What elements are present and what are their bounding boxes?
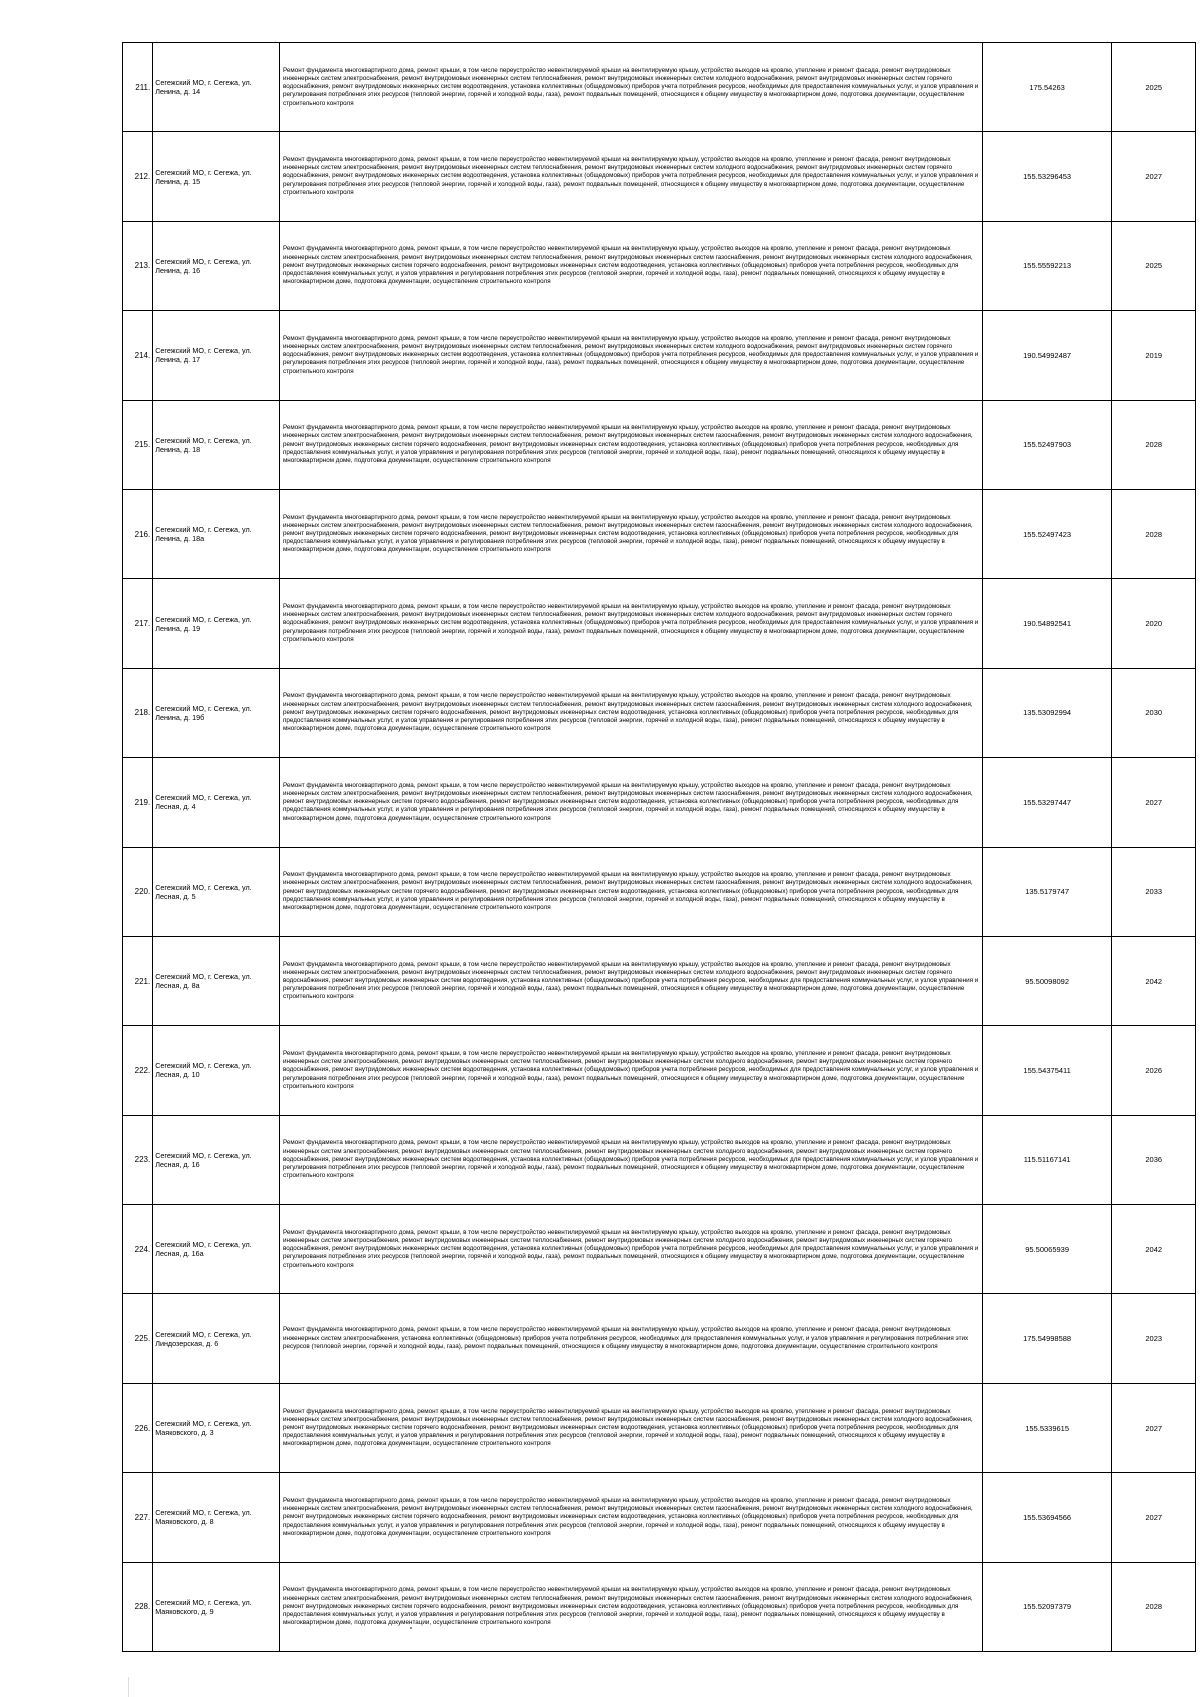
row-number: 218.	[123, 668, 153, 757]
works-list-cell: Ремонт фундамента многоквартирного дома, ремонт крыши, в том числе переустройство невентилируемой крыши на вентилируемую крышу, устройство выходов на кровлю, утепление и ремонт фасада, ремонт внутридомовых инженерных систем электроснабжения, ремонт внутридомовых инженерных систем теплоснабжения, ремонт внутридомовых инженерных систем газоснабжения, ремонт внутридомовых инженерных систем холодного водоснабжения, ремонт внутридомовых инженерных систем горячего водоснабжения, ремонт внутридомовых инженерных систем водоотведения, установка коллективных (общедомовых) приборов учета потребления ресурсов, необходимых для предоставления коммунальных услуг, и узлов управления и регулирования потребления этих ресурсов (тепловой энергии, горячей и холодной воды, газа), ремонт подвальных помещений, относящихся к общему имуществу в многоквартирном доме, подготовка документации, осуществление строительного контроля	[279, 1473, 982, 1562]
works-list-cell: Ремонт фундамента многоквартирного дома, ремонт крыши, в том числе переустройство невентилируемой крыши на вентилируемую крышу, устройство выходов на кровлю, утепление и ремонт фасада, ремонт внутридомовых инженерных систем электроснабжения, ремонт внутридомовых инженерных систем теплоснабжения, ремонт внутридомовых инженерных систем холодного водоснабжения, ремонт внутридомовых инженерных систем горячего водоснабжения, ремонт внутридомовых инженерных систем водоотведения, установка коллективных (общедомовых) приборов учета потребления ресурсов, необходимых для предоставления коммунальных услуг, и узлов управления и регулирования потребления этих ресурсов (тепловой энергии, горячей и холодной воды, газа), ремонт подвальных помещений, относящихся к общему имуществу в многоквартирном доме, подготовка документации, осуществление строительного контроля	[279, 43, 982, 132]
cost-cell: 175.54263	[982, 43, 1112, 132]
works-list-cell: Ремонт фундамента многоквартирного дома, ремонт крыши, в том числе переустройство невентилируемой крыши на вентилируемую крышу, устройство выходов на кровлю, утепление и ремонт фасада, ремонт внутридомовых инженерных систем электроснабжения, ремонт внутридомовых инженерных систем теплоснабжения, ремонт внутридомовых инженерных систем газоснабжения, ремонт внутридомовых инженерных систем холодного водоснабжения, ремонт внутридомовых инженерных систем горячего водоснабжения, ремонт внутридомовых инженерных систем водоотведения, установка коллективных (общедомовых) приборов учета потребления ресурсов, необходимых для предоставления коммунальных услуг, и узлов управления и регулирования потребления этих ресурсов (тепловой энергии, горячей и холодной воды, газа), ремонт подвальных помещений, относящихся к общему имуществу в многоквартирном доме, подготовка документации, осуществление строительного контроля	[279, 400, 982, 489]
cost-cell: 190.54992487	[982, 311, 1112, 400]
row-number: 212.	[123, 132, 153, 221]
planned-year-cell: 2028	[1112, 400, 1196, 489]
planned-year-cell: 2033	[1112, 847, 1196, 936]
cost-cell: 155.54375411	[982, 1026, 1112, 1115]
planned-year-cell: 2019	[1112, 311, 1196, 400]
row-number: 227.	[123, 1473, 153, 1562]
row-number: 220.	[123, 847, 153, 936]
works-list-cell: Ремонт фундамента многоквартирного дома, ремонт крыши, в том числе переустройство невентилируемой крыши на вентилируемую крышу, устройство выходов на кровлю, утепление и ремонт фасада, ремонт внутридомовых инженерных систем электроснабжения, ремонт внутридомовых инженерных систем теплоснабжения, ремонт внутридомовых инженерных систем холодного водоснабжения, ремонт внутридомовых инженерных систем горячего водоснабжения, ремонт внутридомовых инженерных систем водоотведения, установка коллективных (общедомовых) приборов учета потребления ресурсов, необходимых для предоставления коммунальных услуг, и узлов управления и регулирования потребления этих ресурсов (тепловой энергии, горячей и холодной воды, газа), ремонт подвальных помещений, относящихся к общему имуществу в многоквартирном доме, подготовка документации, осуществление строительного контроля	[279, 1026, 982, 1115]
address-cell: Сегежский МО, г. Сегежа, ул. Лесная, д. 16а	[153, 1205, 280, 1294]
table-row	[123, 132, 1196, 221]
planned-year-cell: 2036	[1112, 1115, 1196, 1204]
planned-year-cell: 2027	[1112, 1473, 1196, 1562]
planned-year-cell: 2020	[1112, 579, 1196, 668]
planned-year-cell: 2026	[1112, 1026, 1196, 1115]
cost-cell: 95.50065939	[982, 1205, 1112, 1294]
planned-year-cell: 2028	[1112, 489, 1196, 578]
works-list-cell: Ремонт фундамента многоквартирного дома, ремонт крыши, в том числе переустройство невентилируемой крыши на вентилируемую крышу, устройство выходов на кровлю, утепление и ремонт фасада, ремонт внутридомовых инженерных систем электроснабжения, ремонт внутридомовых инженерных систем теплоснабжения, ремонт внутридомовых инженерных систем холодного водоснабжения, ремонт внутридомовых инженерных систем горячего водоснабжения, ремонт внутридомовых инженерных систем водоотведения, установка коллективных (общедомовых) приборов учета потребления ресурсов, необходимых для предоставления коммунальных услуг, и узлов управления и регулирования потребления этих ресурсов (тепловой энергии, горячей и холодной воды, газа), ремонт подвальных помещений, относящихся к общему имуществу в многоквартирном доме, подготовка документации, осуществление строительного контроля	[279, 311, 982, 400]
table-row	[123, 1473, 1196, 1562]
planned-year-cell: 2042	[1112, 1205, 1196, 1294]
cost-cell: 155.5339615	[982, 1383, 1112, 1472]
planned-year-cell: 2027	[1112, 758, 1196, 847]
row-number: 214.	[123, 311, 153, 400]
address-cell: Сегежский МО, г. Сегежа, ул. Лесная, д. 8а	[153, 936, 280, 1025]
address-cell: Сегежский МО, г. Сегежа, ул. Маяковского, д. 9	[153, 1562, 280, 1651]
cost-cell: 155.53694566	[982, 1473, 1112, 1562]
row-number: 216.	[123, 489, 153, 578]
address-cell: Сегежский МО, г. Сегежа, ул. Ленина, д. 19	[153, 579, 280, 668]
cost-cell: 135.53092994	[982, 668, 1112, 757]
works-list-cell: Ремонт фундамента многоквартирного дома, ремонт крыши, в том числе переустройство невентилируемой крыши на вентилируемую крышу, устройство выходов на кровлю, утепление и ремонт фасада, ремонт внутридомовых инженерных систем электроснабжения, ремонт внутридомовых инженерных систем теплоснабжения, ремонт внутридомовых инженерных систем холодного водоснабжения, ремонт внутридомовых инженерных систем горячего водоснабжения, ремонт внутридомовых инженерных систем водоотведения, установка коллективных (общедомовых) приборов учета потребления ресурсов, необходимых для предоставления коммунальных услуг, и узлов управления и регулирования потребления этих ресурсов (тепловой энергии, горячей и холодной воды, газа), ремонт подвальных помещений, относящихся к общему имуществу в многоквартирном доме, подготовка документации, осуществление строительного контроля	[279, 936, 982, 1025]
cost-cell: 115.51167141	[982, 1115, 1112, 1204]
cost-cell: 95.50098092	[982, 936, 1112, 1025]
address-cell: Сегежский МО, г. Сегежа, ул. Лесная, д. 5	[153, 847, 280, 936]
cost-cell: 155.53297447	[982, 758, 1112, 847]
table-row	[123, 1294, 1196, 1383]
address-cell: Сегежский МО, г. Сегежа, ул. Лесная, д. 16	[153, 1115, 280, 1204]
row-number: 221.	[123, 936, 153, 1025]
row-number: 225.	[123, 1294, 153, 1383]
row-number: 219.	[123, 758, 153, 847]
table-row	[123, 1115, 1196, 1204]
works-list-cell: Ремонт фундамента многоквартирного дома, ремонт крыши, в том числе переустройство невентилируемой крыши на вентилируемую крышу, устройство выходов на кровлю, утепление и ремонт фасада, ремонт внутридомовых инженерных систем электроснабжения, ремонт внутридомовых инженерных систем теплоснабжения, ремонт внутридомовых инженерных систем газоснабжения, ремонт внутридомовых инженерных систем холодного водоснабжения, ремонт внутридомовых инженерных систем горячего водоснабжения, ремонт внутридомовых инженерных систем водоотведения, установка коллективных (общедомовых) приборов учета потребления ресурсов, необходимых для предоставления коммунальных услуг, и узлов управления и регулирования потребления этих ресурсов (тепловой энергии, горячей и холодной воды, газа), ремонт подвальных помещений, относящихся к общему имуществу в многоквартирном доме, подготовка документации, осуществление строительного контроля	[279, 1562, 982, 1651]
row-number: 223.	[123, 1115, 153, 1204]
cost-cell: 155.52497423	[982, 489, 1112, 578]
cost-cell: 190.54892541	[982, 579, 1112, 668]
works-list-cell: Ремонт фундамента многоквартирного дома, ремонт крыши, в том числе переустройство невентилируемой крыши на вентилируемую крышу, устройство выходов на кровлю, утепление и ремонт фасада, ремонт внутридомовых инженерных систем электроснабжения, ремонт внутридомовых инженерных систем теплоснабжения, ремонт внутридомовых инженерных систем газоснабжения, ремонт внутридомовых инженерных систем холодного водоснабжения, ремонт внутридомовых инженерных систем горячего водоснабжения, ремонт внутридомовых инженерных систем водоотведения, установка коллективных (общедомовых) приборов учета потребления ресурсов, необходимых для предоставления коммунальных услуг, и узлов управления и регулирования потребления этих ресурсов (тепловой энергии, горячей и холодной воды, газа), ремонт подвальных помещений, относящихся к общему имуществу в многоквартирном доме, подготовка документации, осуществление строительного контроля	[279, 489, 982, 578]
row-number: 228.	[123, 1562, 153, 1651]
planned-year-cell: 2030	[1112, 668, 1196, 757]
address-cell: Сегежский МО, г. Сегежа, ул. Ленина, д. 14	[153, 43, 280, 132]
planned-year-cell: 2023	[1112, 1294, 1196, 1383]
works-list-cell: Ремонт фундамента многоквартирного дома, ремонт крыши, в том числе переустройство невентилируемой крыши на вентилируемую крышу, устройство выходов на кровлю, утепление и ремонт фасада, ремонт внутридомовых инженерных систем электроснабжения, ремонт внутридомовых инженерных систем теплоснабжения, ремонт внутридомовых инженерных систем газоснабжения, ремонт внутридомовых инженерных систем холодного водоснабжения, ремонт внутридомовых инженерных систем горячего водоснабжения, ремонт внутридомовых инженерных систем водоотведения, установка коллективных (общедомовых) приборов учета потребления ресурсов, необходимых для предоставления коммунальных услуг, и узлов управления и регулирования потребления этих ресурсов (тепловой энергии, горячей и холодной воды, газа), ремонт подвальных помещений, относящихся к общему имуществу в многоквартирном доме, подготовка документации, осуществление строительного контроля	[279, 1383, 982, 1472]
table-row	[123, 847, 1196, 936]
works-list-cell: Ремонт фундамента многоквартирного дома, ремонт крыши, в том числе переустройство невентилируемой крыши на вентилируемую крышу, устройство выходов на кровлю, утепление и ремонт фасада, ремонт внутридомовых инженерных систем электроснабжения, ремонт внутридомовых инженерных систем теплоснабжения, ремонт внутридомовых инженерных систем газоснабжения, ремонт внутридомовых инженерных систем холодного водоснабжения, ремонт внутридомовых инженерных систем горячего водоснабжения, ремонт внутридомовых инженерных систем водоотведения, установка коллективных (общедомовых) приборов учета потребления ресурсов, необходимых для предоставления коммунальных услуг, и узлов управления и регулирования потребления этих ресурсов (тепловой энергии, горячей и холодной воды, газа), ремонт подвальных помещений, относящихся к общему имуществу в многоквартирном доме, подготовка документации, осуществление строительного контроля	[279, 847, 982, 936]
works-list-cell: Ремонт фундамента многоквартирного дома, ремонт крыши, в том числе переустройство невентилируемой крыши на вентилируемую крышу, устройство выходов на кровлю, утепление и ремонт фасада, ремонт внутридомовых инженерных систем электроснабжения, установка коллективных (общедомовых) приборов учета потребления ресурсов, необходимых для предоставления коммунальных услуг, и узлов управления и регулирования потребления этих ресурсов (тепловой энергии, горячей и холодной воды, газа), ремонт подвальных помещений, относящихся к общему имуществу в многоквартирном доме, подготовка документации, осуществление строительного контроля	[279, 1294, 982, 1383]
row-number: 217.	[123, 579, 153, 668]
planned-year-cell: 2025	[1112, 221, 1196, 310]
table-row	[123, 1562, 1196, 1651]
works-list-cell: Ремонт фундамента многоквартирного дома, ремонт крыши, в том числе переустройство невентилируемой крыши на вентилируемую крышу, устройство выходов на кровлю, утепление и ремонт фасада, ремонт внутридомовых инженерных систем электроснабжения, ремонт внутридомовых инженерных систем теплоснабжения, ремонт внутридомовых инженерных систем холодного водоснабжения, ремонт внутридомовых инженерных систем горячего водоснабжения, ремонт внутридомовых инженерных систем водоотведения, установка коллективных (общедомовых) приборов учета потребления ресурсов, необходимых для предоставления коммунальных услуг, и узлов управления и регулирования потребления этих ресурсов (тепловой энергии, горячей и холодной воды, газа), ремонт подвальных помещений, относящихся к общему имуществу в многоквартирном доме, подготовка документации, осуществление строительного контроля	[279, 1205, 982, 1294]
address-cell: Сегежский МО, г. Сегежа, ул. Маяковского, д. 3	[153, 1383, 280, 1472]
address-cell: Сегежский МО, г. Сегежа, ул. Лесная, д. 4	[153, 758, 280, 847]
table-row	[123, 1383, 1196, 1472]
works-list-cell: Ремонт фундамента многоквартирного дома, ремонт крыши, в том числе переустройство невентилируемой крыши на вентилируемую крышу, устройство выходов на кровлю, утепление и ремонт фасада, ремонт внутридомовых инженерных систем электроснабжения, ремонт внутридомовых инженерных систем теплоснабжения, ремонт внутридомовых инженерных систем холодного водоснабжения, ремонт внутридомовых инженерных систем горячего водоснабжения, ремонт внутридомовых инженерных систем водоотведения, установка коллективных (общедомовых) приборов учета потребления ресурсов, необходимых для предоставления коммунальных услуг, и узлов управления и регулирования потребления этих ресурсов (тепловой энергии, горячей и холодной воды, газа), ремонт подвальных помещений, относящихся к общему имуществу в многоквартирном доме, подготовка документации, осуществление строительного контроля	[279, 579, 982, 668]
table-body	[123, 43, 1196, 1652]
table-row	[123, 579, 1196, 668]
works-list-cell: Ремонт фундамента многоквартирного дома, ремонт крыши, в том числе переустройство невентилируемой крыши на вентилируемую крышу, устройство выходов на кровлю, утепление и ремонт фасада, ремонт внутридомовых инженерных систем электроснабжения, ремонт внутридомовых инженерных систем теплоснабжения, ремонт внутридомовых инженерных систем холодного водоснабжения, ремонт внутридомовых инженерных систем горячего водоснабжения, ремонт внутридомовых инженерных систем водоотведения, установка коллективных (общедомовых) приборов учета потребления ресурсов, необходимых для предоставления коммунальных услуг, и узлов управления и регулирования потребления этих ресурсов (тепловой энергии, горячей и холодной воды, газа), ремонт подвальных помещений, относящихся к общему имуществу в многоквартирном доме, подготовка документации, осуществление строительного контроля	[279, 132, 982, 221]
row-number: 215.	[123, 400, 153, 489]
table-row	[123, 1026, 1196, 1115]
cost-cell: 155.52497903	[982, 400, 1112, 489]
address-cell: Сегежский МО, г. Сегежа, ул. Ленина, д. 17	[153, 311, 280, 400]
address-cell: Сегежский МО, г. Сегежа, ул. Линдозерская, д. 6	[153, 1294, 280, 1383]
works-list-cell: Ремонт фундамента многоквартирного дома, ремонт крыши, в том числе переустройство невентилируемой крыши на вентилируемую крышу, устройство выходов на кровлю, утепление и ремонт фасада, ремонт внутридомовых инженерных систем электроснабжения, ремонт внутридомовых инженерных систем теплоснабжения, ремонт внутридомовых инженерных систем газоснабжения, ремонт внутридомовых инженерных систем холодного водоснабжения, ремонт внутридомовых инженерных систем горячего водоснабжения, ремонт внутридомовых инженерных систем водоотведения, установка коллективных (общедомовых) приборов учета потребления ресурсов, необходимых для предоставления коммунальных услуг, и узлов управления и регулирования потребления этих ресурсов (тепловой энергии, горячей и холодной воды, газа), ремонт подвальных помещений, относящихся к общему имуществу в многоквартирном доме, подготовка документации, осуществление строительного контроля	[279, 221, 982, 310]
planned-year-cell: 2027	[1112, 1383, 1196, 1472]
address-cell: Сегежский МО, г. Сегежа, ул. Маяковского, д. 8	[153, 1473, 280, 1562]
repair-program-table	[122, 42, 1196, 1652]
row-number: 222.	[123, 1026, 153, 1115]
planned-year-cell: 2042	[1112, 936, 1196, 1025]
scan-edge	[128, 1677, 129, 1697]
cost-cell: 155.52097379	[982, 1562, 1112, 1651]
cost-cell: 155.53296453	[982, 132, 1112, 221]
table-row	[123, 400, 1196, 489]
address-cell: Сегежский МО, г. Сегежа, ул. Ленина, д. 16	[153, 221, 280, 310]
table-row	[123, 489, 1196, 578]
row-number: 226.	[123, 1383, 153, 1472]
table-row	[123, 311, 1196, 400]
table-row	[123, 668, 1196, 757]
cost-cell: 155.55592213	[982, 221, 1112, 310]
row-number: 213.	[123, 221, 153, 310]
planned-year-cell: 2027	[1112, 132, 1196, 221]
works-list-cell: Ремонт фундамента многоквартирного дома, ремонт крыши, в том числе переустройство невентилируемой крыши на вентилируемую крышу, устройство выходов на кровлю, утепление и ремонт фасада, ремонт внутридомовых инженерных систем электроснабжения, ремонт внутридомовых инженерных систем теплоснабжения, ремонт внутридомовых инженерных систем газоснабжения, ремонт внутридомовых инженерных систем холодного водоснабжения, ремонт внутридомовых инженерных систем горячего водоснабжения, ремонт внутридомовых инженерных систем водоотведения, установка коллективных (общедомовых) приборов учета потребления ресурсов, необходимых для предоставления коммунальных услуг, и узлов управления и регулирования потребления этих ресурсов (тепловой энергии, горячей и холодной воды, газа), ремонт подвальных помещений, относящихся к общему имуществу в многоквартирном доме, подготовка документации, осуществление строительного контроля	[279, 758, 982, 847]
address-cell: Сегежский МО, г. Сегежа, ул. Ленина, д. 19б	[153, 668, 280, 757]
scan-speck	[410, 1627, 412, 1629]
row-number: 224.	[123, 1205, 153, 1294]
planned-year-cell: 2025	[1112, 43, 1196, 132]
table-row	[123, 1205, 1196, 1294]
works-list-cell: Ремонт фундамента многоквартирного дома, ремонт крыши, в том числе переустройство невентилируемой крыши на вентилируемую крышу, устройство выходов на кровлю, утепление и ремонт фасада, ремонт внутридомовых инженерных систем электроснабжения, ремонт внутридомовых инженерных систем теплоснабжения, ремонт внутридомовых инженерных систем газоснабжения, ремонт внутридомовых инженерных систем холодного водоснабжения, ремонт внутридомовых инженерных систем горячего водоснабжения, ремонт внутридомовых инженерных систем водоотведения, установка коллективных (общедомовых) приборов учета потребления ресурсов, необходимых для предоставления коммунальных услуг, и узлов управления и регулирования потребления этих ресурсов (тепловой энергии, горячей и холодной воды, газа), ремонт подвальных помещений, относящихся к общему имуществу в многоквартирном доме, подготовка документации, осуществление строительного контроля	[279, 668, 982, 757]
planned-year-cell: 2028	[1112, 1562, 1196, 1651]
table-row	[123, 221, 1196, 310]
address-cell: Сегежский МО, г. Сегежа, ул. Ленина, д. 18а	[153, 489, 280, 578]
address-cell: Сегежский МО, г. Сегежа, ул. Ленина, д. 18	[153, 400, 280, 489]
cost-cell: 175.54998588	[982, 1294, 1112, 1383]
address-cell: Сегежский МО, г. Сегежа, ул. Ленина, д. 15	[153, 132, 280, 221]
address-cell: Сегежский МО, г. Сегежа, ул. Лесная, д. 10	[153, 1026, 280, 1115]
works-list-cell: Ремонт фундамента многоквартирного дома, ремонт крыши, в том числе переустройство невентилируемой крыши на вентилируемую крышу, устройство выходов на кровлю, утепление и ремонт фасада, ремонт внутридомовых инженерных систем электроснабжения, ремонт внутридомовых инженерных систем теплоснабжения, ремонт внутридомовых инженерных систем холодного водоснабжения, ремонт внутридомовых инженерных систем горячего водоснабжения, ремонт внутридомовых инженерных систем водоотведения, установка коллективных (общедомовых) приборов учета потребления ресурсов, необходимых для предоставления коммунальных услуг, и узлов управления и регулирования потребления этих ресурсов (тепловой энергии, горячей и холодной воды, газа), ремонт подвальных помещений, относящихся к общему имуществу в многоквартирном доме, подготовка документации, осуществление строительного контроля	[279, 1115, 982, 1204]
table-row	[123, 936, 1196, 1025]
cost-cell: 135.5179747	[982, 847, 1112, 936]
table-row	[123, 43, 1196, 132]
row-number: 211.	[123, 43, 153, 132]
table-row	[123, 758, 1196, 847]
